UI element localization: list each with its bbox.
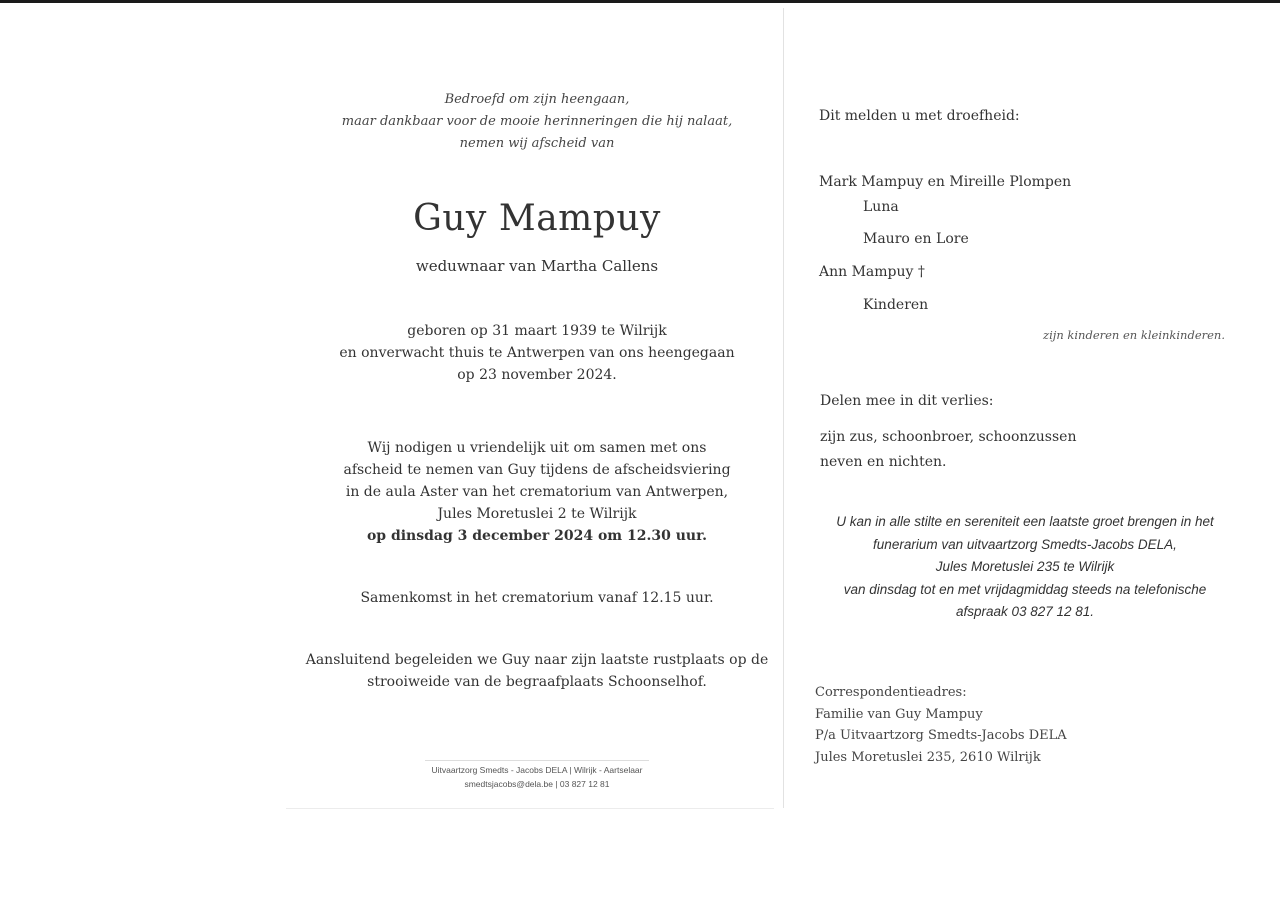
death-line: en onverwacht thuis te Antwerpen van ons heengegaan (339, 345, 735, 361)
visitation-line: afspraak 03 827 12 81. (955, 604, 1095, 619)
gathering-line: Samenkomst in het crematorium vanaf 12.15 uur. (360, 590, 714, 606)
invitation-line: Jules Moretuslei 2 te Wilrijk (437, 506, 637, 522)
invitation-block (290, 437, 784, 547)
funeral-home-footer (290, 763, 784, 791)
motto (290, 89, 784, 155)
family-son: Mark Mampuy en Mireille Plompen (819, 174, 1072, 190)
family-grandchildren: Mauro en Lore (863, 231, 969, 247)
invitation-line: afscheid te nemen van Guy tijdens de afscheidsviering (343, 462, 731, 478)
footer-divider (425, 760, 649, 761)
correspondence-heading: Correspondentieadres: (815, 685, 967, 700)
invitation-line: in de aula Aster van het crematorium van Antwerpen, (345, 484, 729, 500)
correspondence-line: Familie van Guy Mampuy (815, 706, 983, 722)
birth-line: geboren op 31 maart 1939 te Wilrijk (407, 323, 667, 339)
visitation-line: Jules Moretuslei 235 te Wilrijk (935, 559, 1115, 574)
visitation-block (810, 511, 1240, 624)
right-panel (790, 0, 1260, 810)
widower-line: weduwnaar van Martha Callens (415, 257, 659, 275)
burial-block (290, 649, 784, 693)
correspondence-line: Jules Moretuslei 235, 2610 Wilrijk (815, 749, 1041, 765)
footer-line: Uitvaartzorg Smedts - Jacobs DELA | Wilrijk - Aartselaar (431, 765, 643, 775)
relatives-block (820, 425, 1076, 475)
relatives-line: neven en nichten. (820, 454, 947, 470)
invitation-line: Wij nodigen u vriendelijk uit om samen met ons (367, 440, 707, 456)
left-panel (290, 0, 784, 810)
visitation-line: funerarium van uitvaartzorg Smedts-Jacobs DELA, (873, 536, 1177, 552)
motto-line: Bedroefd om zijn heengaan, (444, 92, 630, 107)
family-grandchild: Luna (863, 199, 899, 215)
kids-note: zijn kinderen en kleinkinderen. (1043, 328, 1225, 342)
ceremony-date: op dinsdag 3 december 2024 om 12.30 uur. (366, 528, 708, 544)
family-daughter: Ann Mampuy † (819, 264, 925, 280)
visitation-line: van dinsdag tot en met vrijdagmiddag steeds na telefonische (843, 581, 1207, 597)
death-date-line: op 23 november 2024. (457, 367, 617, 383)
relatives-line: zijn zus, schoonbroer, schoonzussen (820, 429, 1077, 445)
deceased-name: Guy Mampuy (413, 198, 661, 239)
visitation-line: U kan in alle stilte en sereniteit een laatste groet brengen in het (836, 514, 1214, 529)
motto-line: maar dankbaar voor de mooie herinneringen die hij nalaat, (341, 114, 733, 129)
correspondence-line: P/a Uitvaartzorg Smedts-Jacobs DELA (815, 728, 1067, 743)
burial-line: strooiweide van de begraafplaats Schoonselhof. (367, 674, 707, 690)
correspondence-address (815, 682, 1067, 768)
family-children: Kinderen (863, 297, 929, 313)
share-heading: Delen mee in dit verlies: (820, 393, 994, 409)
footer-contact: smedtsjacobs@dela.be | 03 827 12 81 (464, 779, 610, 789)
burial-line: Aansluitend begeleiden we Guy naar zijn laatste rustplaats op de (305, 652, 769, 668)
motto-line: nemen wij afscheid van (459, 136, 615, 151)
birth-death-block (290, 320, 784, 386)
announcement: Dit melden u met droefheid: (819, 108, 1020, 124)
